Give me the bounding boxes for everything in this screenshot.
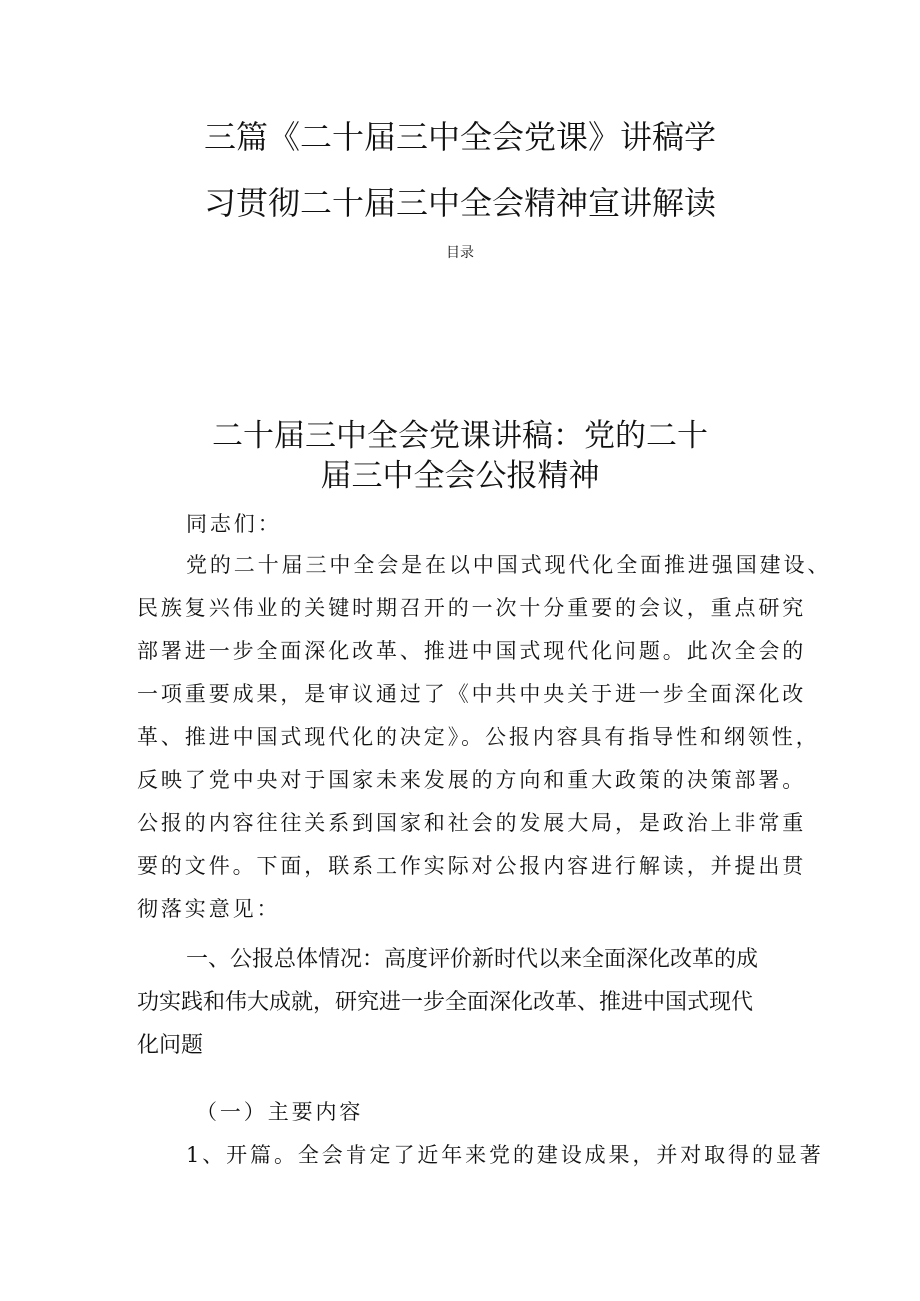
paragraph-line: 民族复兴伟业的关键时期召开的一次十分重要的会议，重点研究 — [137, 596, 807, 620]
document-title-line-1: 三篇《二十届三中全会党课》讲稿学 — [203, 118, 716, 156]
paragraph-line: 彻落实意见： — [137, 897, 281, 921]
document-title-line-2: 习贯彻二十届三中全会精神宣讲解读 — [203, 184, 716, 222]
toc-label: 目录 — [446, 245, 474, 261]
paragraph-line: 党的二十届三中全会是在以中国式现代化全面推进强国建设、 — [186, 553, 832, 577]
section-title-line-1: 二十届三中全会党课讲稿：党的二十 — [212, 418, 708, 454]
section-heading-line: 一、公报总体情况：高度评价新时代以来全面深化改革的成 — [186, 947, 759, 972]
section-heading-line: 功实践和伟大成就，研究进一步全面深化改革、推进中国式现代 — [137, 990, 754, 1015]
greeting: 同志们： — [186, 512, 282, 536]
section-heading-line: 化问题 — [137, 1033, 204, 1058]
paragraph-line: 公报的内容往往关系到国家和社会的发展大局，是政治上非常重 — [137, 811, 807, 835]
subsection-heading: （一）主要内容 — [196, 1100, 364, 1124]
paragraph-line: 要的文件。下面，联系工作实际对公报内容进行解读，并提出贯 — [137, 854, 807, 878]
paragraph-line: 部署进一步全面深化改革、推进中国式现代化问题。此次全会的 — [137, 639, 807, 663]
section-title-line-2: 届三中全会公报精神 — [320, 458, 600, 494]
paragraph-line: 一项重要成果，是审议通过了《中共中央关于进一步全面深化改 — [137, 682, 807, 706]
list-item-line: 1、开篇。全会肯定了近年来党的建设成果，并对取得的显著 — [186, 1143, 824, 1167]
paragraph-line: 革、推进中国式现代化的决定》。公报内容具有指导性和纲领性， — [137, 725, 820, 749]
paragraph-line: 反映了党中央对于国家未来发展的方向和重大政策的决策部署。 — [137, 768, 807, 792]
